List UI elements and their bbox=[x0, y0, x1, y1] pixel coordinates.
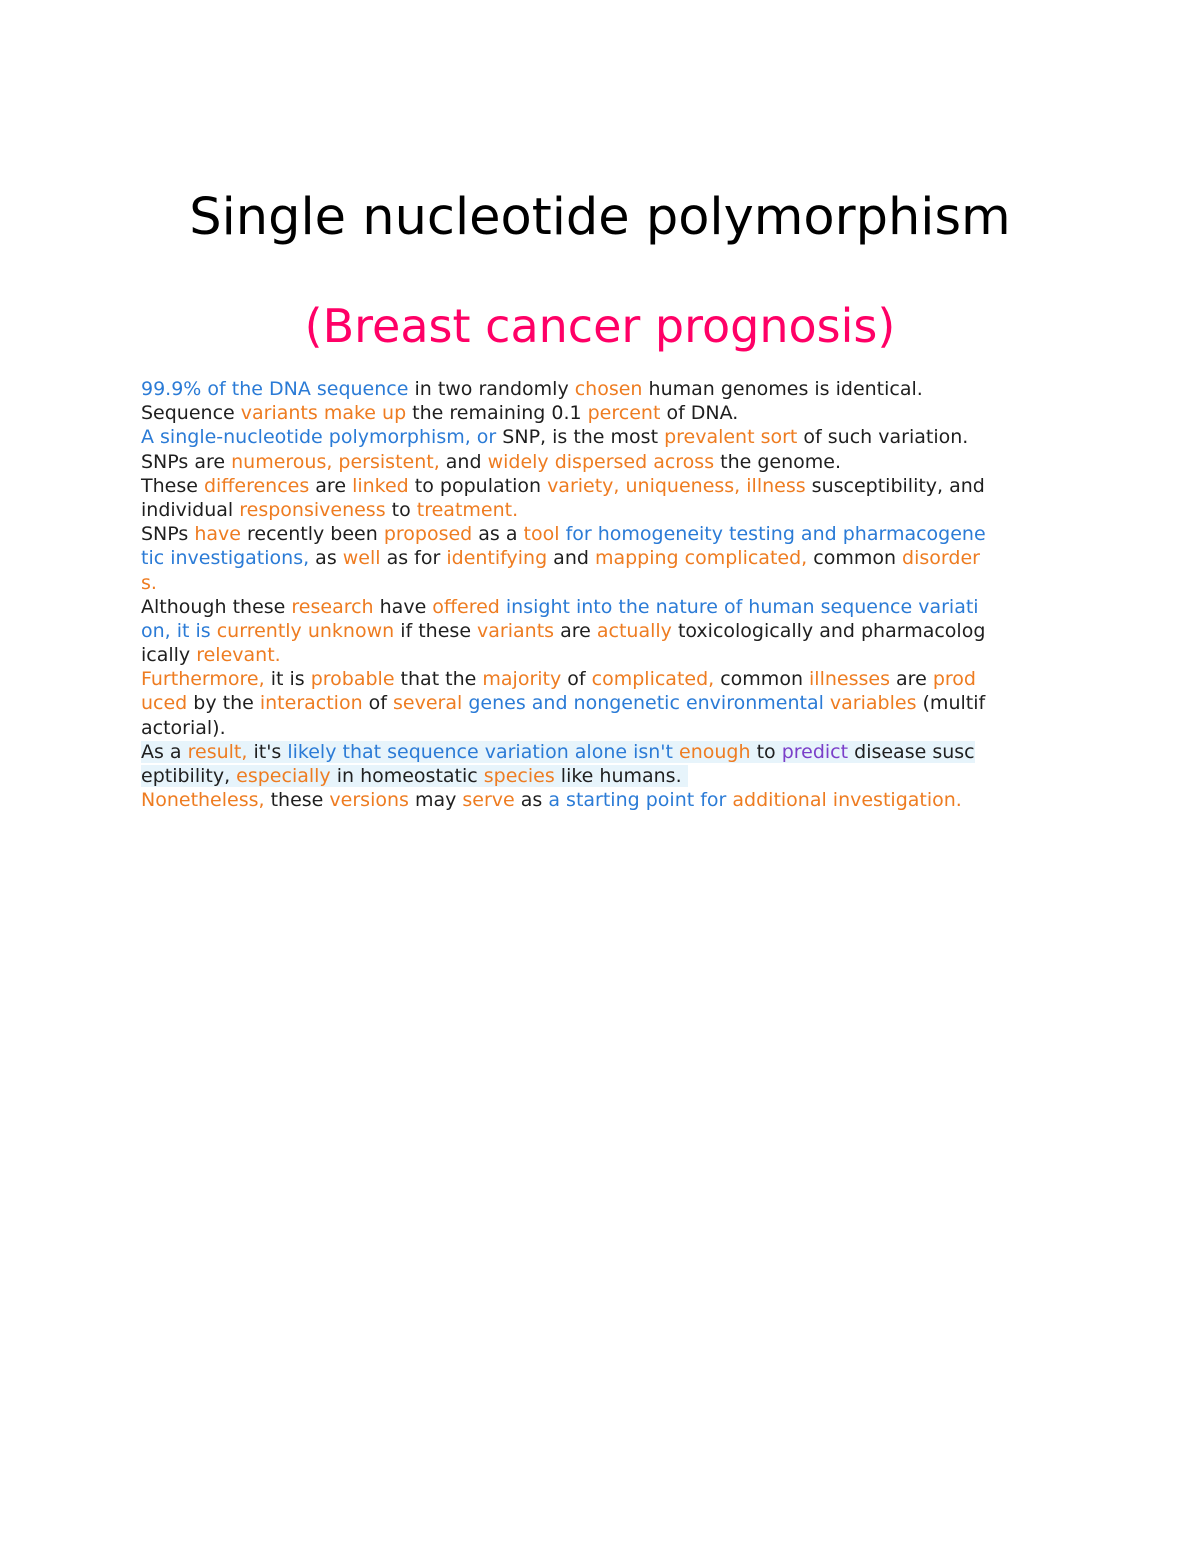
text-segment: of bbox=[362, 692, 394, 715]
text-segment: well bbox=[342, 547, 381, 570]
text-segment: numerous, persistent, bbox=[231, 450, 440, 473]
text-segment: variants bbox=[477, 619, 555, 642]
text-segment: to bbox=[750, 740, 782, 763]
body-line-content bbox=[141, 741, 975, 763]
text-segment: Although these bbox=[141, 595, 292, 618]
text-segment: a starting point for bbox=[548, 789, 733, 812]
body-line-content bbox=[141, 523, 986, 545]
document-body bbox=[141, 377, 1061, 812]
body-line-content bbox=[141, 644, 281, 666]
body-line bbox=[141, 764, 1061, 788]
text-segment: as a bbox=[472, 523, 524, 546]
text-segment: on, it is bbox=[141, 619, 217, 642]
text-segment: likely that sequence variation alone isn't bbox=[287, 740, 680, 763]
text-segment: relevant. bbox=[196, 644, 281, 667]
text-segment: treatment. bbox=[416, 498, 519, 521]
text-segment: are bbox=[890, 668, 933, 691]
text-segment: especially bbox=[236, 765, 331, 787]
text-segment: common bbox=[807, 547, 903, 570]
text-segment: majority bbox=[482, 668, 562, 691]
text-segment: eptibility, bbox=[141, 765, 237, 787]
text-segment: actorial). bbox=[141, 716, 226, 739]
text-segment: identifying bbox=[446, 547, 548, 570]
text-segment: SNPs are bbox=[141, 450, 232, 473]
text-segment: susceptibility, and bbox=[805, 474, 985, 497]
body-line-content bbox=[141, 765, 688, 787]
body-line-content bbox=[141, 475, 985, 497]
text-segment: have bbox=[373, 595, 433, 618]
text-segment: These bbox=[141, 474, 204, 497]
text-segment: if these bbox=[394, 619, 478, 642]
body-line bbox=[141, 425, 1061, 449]
text-segment: in homeostatic bbox=[330, 765, 484, 787]
text-segment: As a bbox=[141, 740, 188, 763]
body-line bbox=[141, 691, 1061, 715]
text-segment: Sequence bbox=[141, 402, 241, 425]
text-segment: are bbox=[554, 619, 597, 642]
body-line-content bbox=[141, 451, 841, 473]
text-segment: toxicologically and pharmacolog bbox=[671, 619, 986, 642]
text-segment: in two randomly bbox=[408, 378, 575, 400]
text-segment: variety, uniqueness, illness bbox=[547, 474, 806, 497]
text-segment: s. bbox=[141, 571, 157, 594]
text-segment: linked bbox=[352, 474, 409, 497]
text-segment: responsiveness bbox=[239, 498, 386, 521]
body-line bbox=[141, 716, 1061, 740]
text-segment: as bbox=[514, 789, 549, 812]
body-line bbox=[141, 667, 1061, 691]
body-line-content bbox=[141, 402, 738, 424]
body-line bbox=[141, 377, 1061, 401]
text-segment: research bbox=[291, 595, 374, 618]
body-line bbox=[141, 740, 1061, 764]
text-segment: insight into the nature of human sequence variati bbox=[499, 595, 979, 618]
text-segment: tool bbox=[523, 523, 560, 546]
text-segment: ically bbox=[141, 644, 197, 667]
text-segment: serve bbox=[462, 789, 515, 812]
text-segment: A single-nucleotide polymorphism, or bbox=[141, 426, 497, 449]
body-line-content bbox=[141, 426, 968, 448]
text-segment: may bbox=[408, 789, 463, 812]
text-segment: these bbox=[264, 789, 330, 812]
document-subtitle: (Breast cancer prognosis) bbox=[304, 299, 896, 353]
text-segment: disorder bbox=[902, 547, 980, 570]
body-line bbox=[141, 643, 1061, 667]
document-title: Single nucleotide polymorphism bbox=[189, 188, 1011, 247]
text-segment: complicated, bbox=[591, 668, 715, 691]
body-line bbox=[141, 595, 1061, 619]
body-line bbox=[141, 546, 1061, 570]
text-segment: additional investigation. bbox=[732, 789, 962, 812]
text-segment: as bbox=[309, 547, 343, 570]
text-segment: mapping complicated, bbox=[594, 547, 808, 570]
body-line bbox=[141, 474, 1061, 498]
text-segment: percent bbox=[587, 402, 661, 425]
text-segment: to bbox=[385, 498, 417, 521]
text-segment: enough bbox=[679, 740, 751, 763]
text-segment: proposed bbox=[383, 523, 473, 546]
text-segment: of bbox=[561, 668, 592, 691]
text-segment: genes and nongenetic environmental bbox=[462, 692, 830, 715]
text-segment: Furthermore, bbox=[141, 668, 265, 691]
body-line-content bbox=[141, 572, 157, 594]
text-segment: interaction bbox=[259, 692, 363, 715]
body-line bbox=[141, 571, 1061, 595]
text-segment: Nonetheless, bbox=[141, 789, 265, 812]
body-line-content bbox=[141, 620, 985, 642]
text-segment: have bbox=[194, 523, 241, 546]
text-segment: 99.9% of the DNA sequence bbox=[141, 378, 409, 400]
text-segment: probable bbox=[310, 668, 395, 691]
body-line bbox=[141, 498, 1061, 522]
text-segment: and bbox=[439, 450, 488, 473]
text-segment: of DNA. bbox=[660, 402, 739, 425]
text-segment: offered bbox=[432, 595, 500, 618]
text-segment: variants make up bbox=[240, 402, 407, 425]
text-segment: uced bbox=[141, 692, 188, 715]
text-segment: chosen bbox=[574, 378, 643, 400]
text-segment: individual bbox=[141, 498, 240, 521]
text-segment: the remaining 0.1 bbox=[406, 402, 588, 425]
text-segment: and bbox=[547, 547, 595, 570]
text-segment: result, bbox=[187, 740, 248, 763]
text-segment: by the bbox=[187, 692, 260, 715]
text-segment: it's bbox=[247, 740, 288, 763]
text-segment: SNP, is the most bbox=[496, 426, 665, 449]
text-segment: prevalent sort bbox=[664, 426, 798, 449]
text-segment: as for bbox=[380, 547, 447, 570]
text-segment: differences bbox=[203, 474, 310, 497]
body-line-content bbox=[141, 668, 976, 690]
text-segment: human genomes is identical. bbox=[642, 378, 923, 400]
text-segment: it is bbox=[264, 668, 311, 691]
body-line-content bbox=[141, 596, 979, 618]
text-segment: several bbox=[393, 692, 463, 715]
text-segment: species bbox=[483, 765, 555, 787]
text-segment: widely dispersed across bbox=[487, 450, 715, 473]
text-segment: prod bbox=[932, 668, 976, 691]
text-segment: tic investigations, bbox=[141, 547, 310, 570]
text-segment: like humans. bbox=[554, 765, 688, 787]
body-line-content bbox=[141, 378, 923, 400]
text-segment: actually bbox=[596, 619, 672, 642]
text-segment: common bbox=[714, 668, 810, 691]
body-line-content bbox=[141, 717, 226, 739]
body-line bbox=[141, 788, 1061, 812]
text-segment: the genome. bbox=[714, 450, 842, 473]
text-segment: versions bbox=[329, 789, 409, 812]
body-line-content bbox=[141, 789, 962, 811]
text-segment: illnesses bbox=[809, 668, 890, 691]
text-segment: (multif bbox=[916, 692, 986, 715]
text-segment: SNPs bbox=[141, 523, 195, 546]
text-segment: are bbox=[309, 474, 353, 497]
text-segment: that the bbox=[394, 668, 483, 691]
body-line bbox=[141, 401, 1061, 425]
body-line bbox=[141, 619, 1061, 643]
text-segment: disease susc bbox=[848, 740, 975, 763]
text-segment: recently been bbox=[240, 523, 384, 546]
text-segment: for homogeneity testing and pharmacogene bbox=[559, 523, 986, 546]
text-segment: of such variation. bbox=[797, 426, 969, 449]
body-line-content bbox=[141, 547, 980, 569]
body-line bbox=[141, 450, 1061, 474]
text-segment: currently unknown bbox=[216, 619, 395, 642]
body-line-content bbox=[141, 499, 518, 521]
text-segment: variables bbox=[829, 692, 917, 715]
text-segment: to population bbox=[408, 474, 548, 497]
body-line bbox=[141, 522, 1061, 546]
text-segment: predict bbox=[781, 740, 849, 763]
body-line-content bbox=[141, 692, 985, 714]
